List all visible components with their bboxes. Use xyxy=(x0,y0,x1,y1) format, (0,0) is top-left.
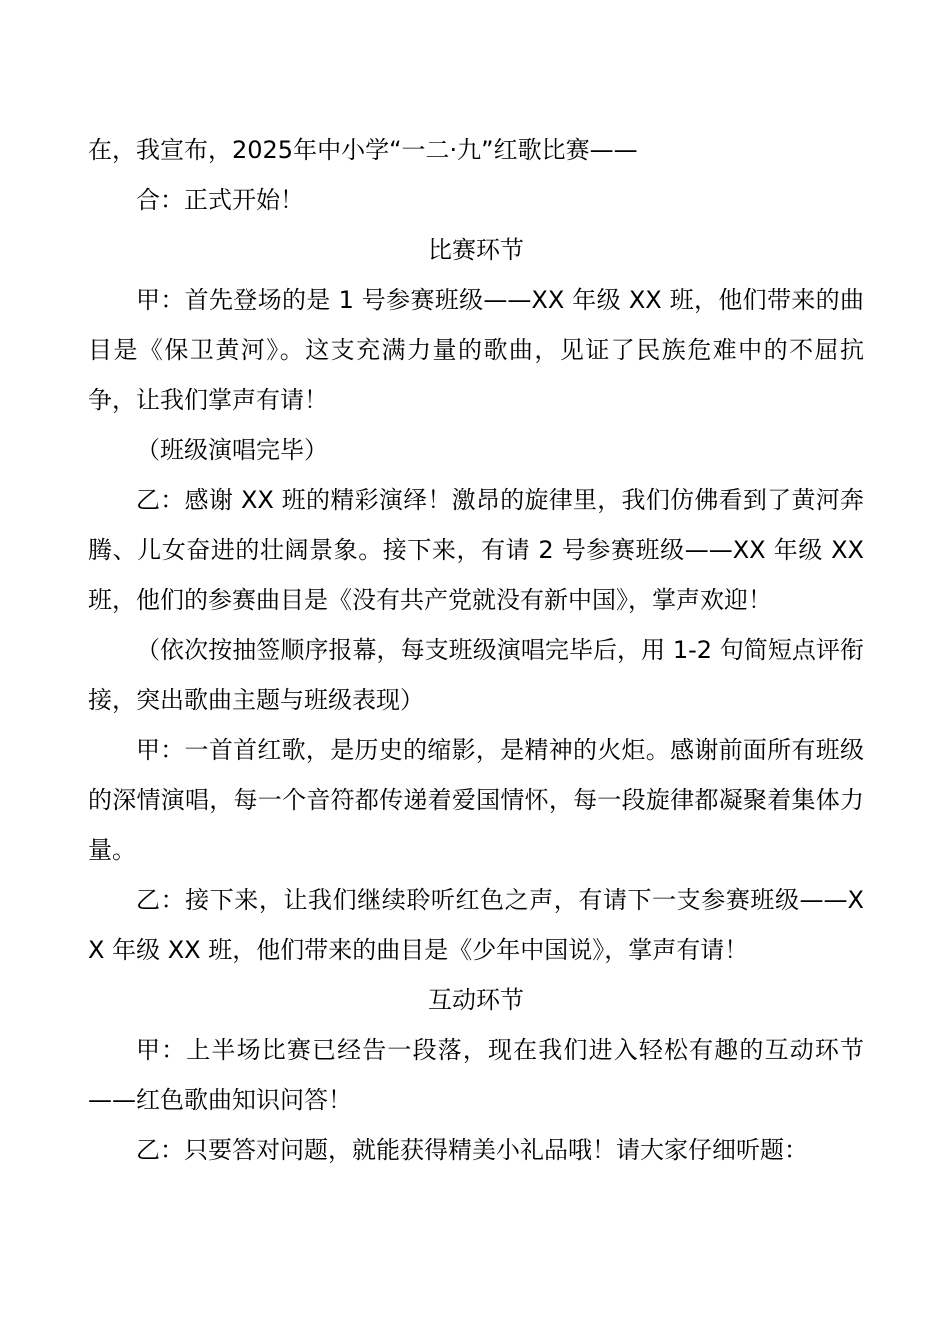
paragraph-class-1-intro: 甲：首先登场的是 1 号参赛班级——XX 年级 XX 班，他们带来的曲目是《保卫黄河》。这支充满力量的歌曲，见证了民族危难中的不屈抗争，让我们掌声有请！ xyxy=(88,286,864,414)
paragraph-chorus-start: 合：正式开始！ xyxy=(136,186,304,214)
paragraph-opening-line: 在，我宣布，2025年中小学“一二·九”红歌比赛—— xyxy=(88,136,638,164)
paragraph-quiz-intro: 甲：上半场比赛已经告一段落，现在我们进入轻松有趣的互动环节——红色歌曲知识问答！ xyxy=(88,1036,864,1114)
paragraph-stage-note-2: （依次按抽签顺序报幕，每支班级演唱完毕后，用 1-2 句简短点评衔接，突出歌曲主题与班级表现） xyxy=(88,636,864,714)
paragraph-quiz-prize: 乙：只要答对问题，就能获得精美小礼品哦！请大家仔细听题： xyxy=(136,1136,808,1164)
section-heading-competition: 比赛环节 xyxy=(428,236,524,264)
paragraph-next-class-intro: 乙：接下来，让我们继续聆听红色之声，有请下一支参赛班级——XX 年级 XX 班，他们带来的曲目是《少年中国说》，掌声有请！ xyxy=(88,886,864,964)
paragraph-stage-note-1: （班级演唱完毕） xyxy=(136,436,328,464)
paragraph-transition: 甲：一首首红歌，是历史的缩影，是精神的火炬。感谢前面所有班级的深情演唱，每一个音符都传递着爱国情怀，每一段旋律都凝聚着集体力量。 xyxy=(88,736,864,864)
document-page xyxy=(88,125,864,1175)
paragraph-class-2-intro: 乙：感谢 XX 班的精彩演绎！激昂的旋律里，我们仿佛看到了黄河奔腾、儿女奋进的壮阔景象。接下来，有请 2 号参赛班级——XX 年级 XX 班，他们的参赛曲目是《没有共产党就没有新中国》，掌声欢迎！ xyxy=(88,486,864,614)
section-heading-interaction: 互动环节 xyxy=(428,986,524,1014)
